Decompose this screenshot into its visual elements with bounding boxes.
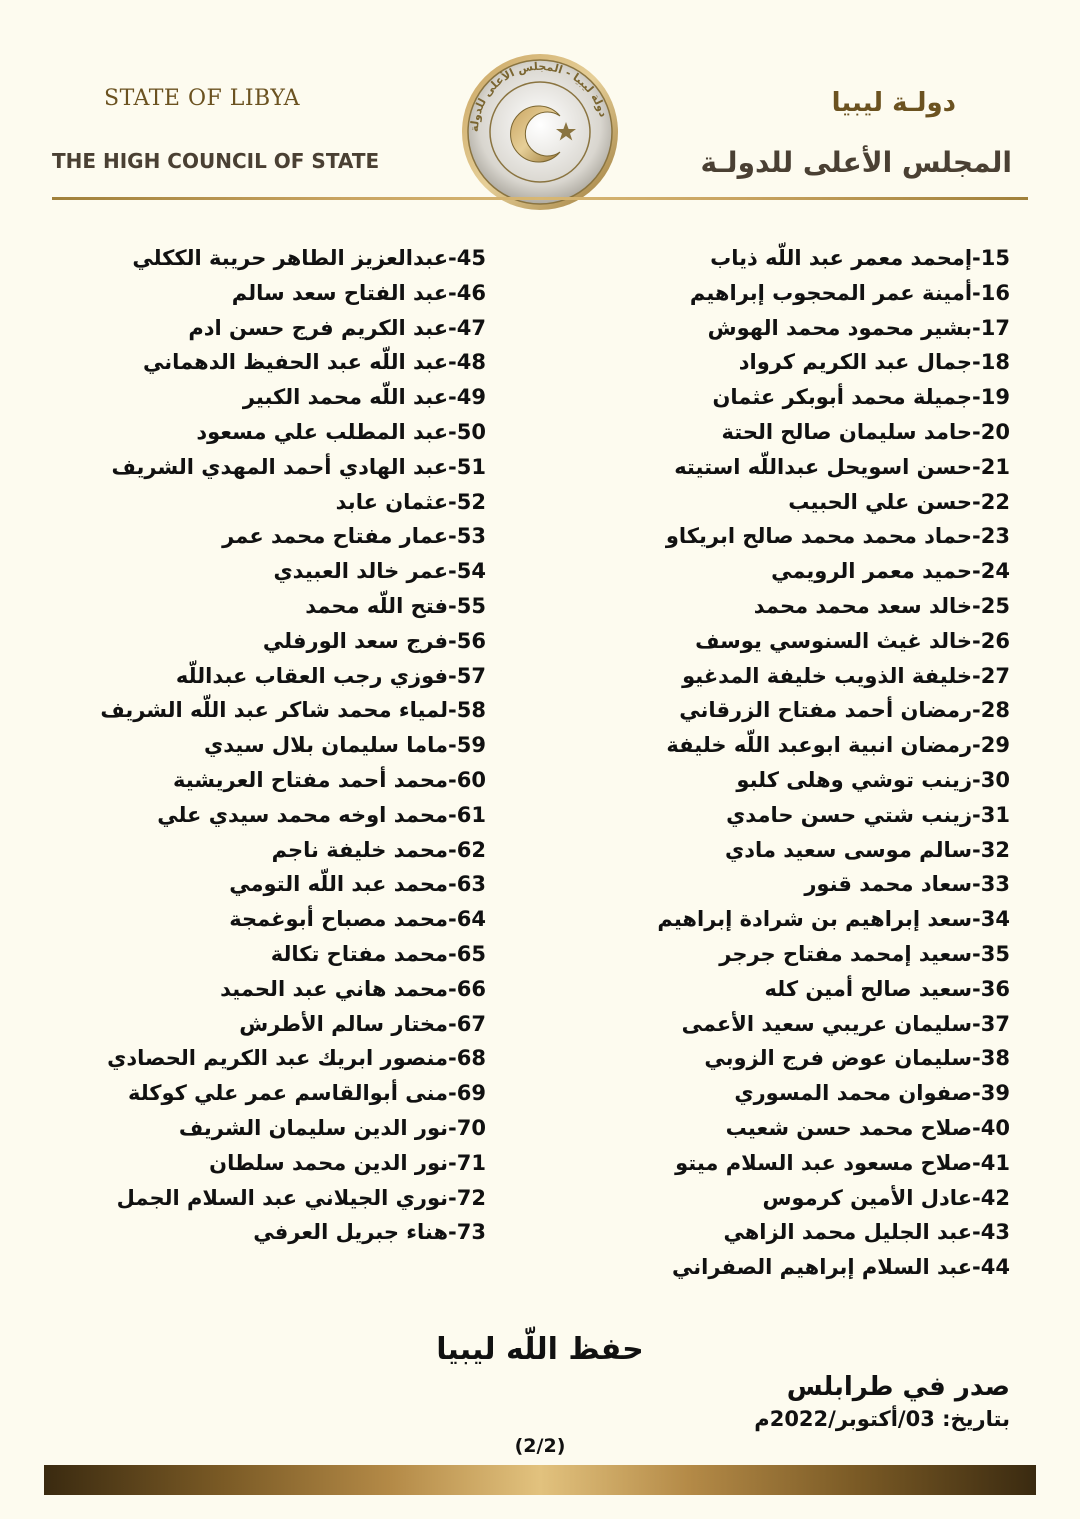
state-name-arabic: دولـة ليبيا [831,88,956,118]
member-name: عبد الجليل محمد الزاهي [723,1220,973,1245]
member-name: أمينة عمر المحجوب إبراهيم [689,280,973,305]
member-name: نور الدين محمد سلطان [209,1150,449,1175]
member-name: منصور ابريك عبد الكريم الحصادي [107,1046,449,1071]
member-name: عبد اللّه عبد الحفيظ الدهماني [143,350,449,375]
member-list-item [590,937,1010,972]
member-name: منى أبوالقاسم عمر علي كوكلة [127,1081,449,1106]
member-name: سليمان عوض فرج الزوبي [704,1046,973,1071]
member-number: 43- [972,1220,1010,1245]
member-number: 44- [972,1255,1010,1280]
member-list-item [590,519,1010,554]
member-number: 65- [448,941,486,966]
member-name: محمد أحمد مفتاح العريشية [172,767,449,792]
member-number: 72- [448,1185,486,1210]
member-number: 54- [448,559,486,584]
member-name: رمضان انبية ابوعبد اللّه خليفة [666,733,973,758]
member-list-item [590,415,1010,450]
member-list-item [26,345,486,380]
member-number: 17- [972,315,1010,340]
member-name: صفوان محمد المسوري [734,1081,973,1106]
member-number: 28- [972,698,1010,723]
member-number: 34- [972,907,1010,932]
footer-bar [44,1465,1036,1495]
member-list-item [590,902,1010,937]
member-name: نوري الجيلاني عبد السلام الجمل [116,1185,449,1210]
member-number: 63- [448,872,486,897]
member-name: مختار سالم الأطرش [239,1011,449,1036]
member-name: عمار مفتاح محمد عمر [222,524,449,549]
member-name: فوزي رجب العقاب عبداللّه [175,663,449,688]
member-list-item [26,902,486,937]
member-list-item [590,554,1010,589]
member-number: 56- [448,628,486,653]
member-list-item [26,241,486,276]
member-list-item [26,1041,486,1076]
member-number: 24- [972,559,1010,584]
member-number: 46- [448,280,486,305]
member-list-item [26,485,486,520]
member-number: 49- [448,385,486,410]
member-number: 51- [448,454,486,479]
member-list-item [590,972,1010,1007]
member-number: 32- [972,837,1010,862]
member-list-item [590,659,1010,694]
member-name: نور الدين سليمان الشريف [178,1115,449,1140]
member-name: خالد سعد محمد محمد [753,593,973,618]
member-list-item [26,589,486,624]
member-name: عبد السلام إبراهيم الصفراني [672,1255,973,1280]
member-name: عمر خالد العبيدي [273,559,449,584]
member-name: محمد مصباح أبوغمجة [229,907,449,932]
member-name: عبد اللّه محمد الكبير [242,385,449,410]
member-number: 70- [448,1115,486,1140]
member-number: 39- [972,1081,1010,1106]
member-number: 61- [448,802,486,827]
member-name: زينب شتي حسن حامدي [726,802,973,827]
member-list-item [26,728,486,763]
member-list-item [590,867,1010,902]
page-number: (2/2) [514,1435,566,1457]
member-list-item [26,276,486,311]
member-name: خالد غيث السنوسي يوسف [695,628,973,653]
member-list-item [590,798,1010,833]
member-list-item [590,311,1010,346]
member-number: 66- [448,976,486,1001]
member-number: 73- [448,1220,486,1245]
member-number: 53- [448,524,486,549]
member-name: صلاح محمد حسن شعيب [725,1115,973,1140]
member-list-item [590,693,1010,728]
member-list-item [590,1146,1010,1181]
member-list-item [590,380,1010,415]
member-name: عثمان عابد [335,489,449,514]
member-name: ماما سليمان بلال سيدي [204,733,449,758]
member-list-item [590,833,1010,868]
member-list-item [26,1076,486,1111]
member-list-item [26,1146,486,1181]
member-list-item [590,1111,1010,1146]
crescent-star-seal-icon [460,52,620,212]
member-number: 30- [972,767,1010,792]
member-number: 35- [972,941,1010,966]
member-name: محمد خليفة ناجم [271,837,449,862]
members-list-left [26,241,486,1250]
member-list-item [590,1076,1010,1111]
member-list-item [590,1215,1010,1250]
member-number: 15- [972,246,1010,270]
member-number: 48- [448,350,486,375]
member-name: فتح اللّه محمد [305,593,449,618]
member-list-item [26,519,486,554]
member-number: 41- [972,1150,1010,1175]
member-name: حميد معمر الرويمي [771,559,973,584]
member-number: 69- [448,1081,486,1106]
member-name: سعاد محمد قنور [804,872,973,897]
member-number: 42- [972,1185,1010,1210]
member-name: جمال عبد الكريم كرواد [738,350,973,375]
member-name: سليمان عريبي سعيد الأعمى [681,1011,973,1036]
member-list-item [26,1181,486,1216]
member-number: 31- [972,802,1010,827]
member-number: 19- [972,385,1010,410]
member-number: 29- [972,733,1010,758]
member-number: 16- [972,280,1010,305]
members-list-right [590,241,1010,1285]
member-list-item [590,1250,1010,1285]
member-list-item [590,241,1010,276]
member-name: محمد مفتاح تكالة [270,941,449,966]
member-list-item [26,1007,486,1042]
member-list-item [26,415,486,450]
member-list-item [590,589,1010,624]
member-name: عبدالعزيز الطاهر حريبة الككلي [132,246,449,270]
member-name: محمد عبد اللّه التومي [229,872,449,897]
member-list-item [590,485,1010,520]
member-name: هناء جبريل العرفي [253,1220,449,1245]
member-number: 37- [972,1011,1010,1036]
member-list-item [26,450,486,485]
member-list-item [590,1041,1010,1076]
member-number: 27- [972,663,1010,688]
member-list-item [26,624,486,659]
member-number: 68- [448,1046,486,1071]
member-number: 57- [448,663,486,688]
member-name: صلاح مسعود عبد السلام ميتو [675,1150,973,1175]
member-name: خليفة الذويب خليفة المدغيو [682,663,973,688]
member-list-item [26,693,486,728]
member-name: لمياء محمد شاكر عبد اللّه الشريف [100,698,449,723]
member-name: جميلة محمد أبوبكر عثمان [712,385,973,410]
member-number: 55- [448,593,486,618]
member-number: 50- [448,419,486,444]
member-number: 58- [448,698,486,723]
member-name: بشير محمود محمد الهوش [707,315,973,340]
issue-date: بتاريخ: 03/أكتوبر/2022م [754,1407,1010,1431]
member-number: 40- [972,1115,1010,1140]
member-name: سعد إبراهيم بن شرادة إبراهيم [657,907,973,932]
member-list-item [26,972,486,1007]
member-number: 22- [972,489,1010,514]
member-list-item [590,276,1010,311]
emblem-seal-text: دولة ليبيا - المجلس الأعلى للدولة [467,59,611,133]
member-name: محمد هاني عبد الحميد [220,976,449,1001]
member-name: إمحمد معمر عبد اللّه ذياب [710,246,973,270]
member-list-item [26,659,486,694]
member-list-item [26,380,486,415]
member-number: 67- [448,1011,486,1036]
member-number: 38- [972,1046,1010,1071]
member-number: 21- [972,454,1010,479]
header-divider [52,197,1028,200]
member-list-item [590,450,1010,485]
member-list-item [590,1007,1010,1042]
member-name: سالم موسى سعيد مادي [725,837,973,862]
member-number: 52- [448,489,486,514]
member-name: محمد اوخه محمد سيدي علي [157,802,449,827]
member-number: 36- [972,976,1010,1001]
member-list-item [26,311,486,346]
member-name: رمضان أحمد مفتاح الزرقاني [679,698,973,723]
member-number: 64- [448,907,486,932]
council-name-arabic: المجلس الأعلى للدولـة [700,146,1012,179]
member-name: زينب توشي وهلى كلبو [736,767,973,792]
member-list-item [590,763,1010,798]
member-name: حامد سليمان صالح الحتة [721,419,973,444]
member-name: عبد المطلب علي مسعود [196,419,449,444]
member-list-item [26,554,486,589]
member-number: 60- [448,767,486,792]
member-name: سعيد إمحمد مفتاح جرجر [719,941,973,966]
council-name-english: THE HIGH COUNCIL OF STATE [52,149,380,173]
member-list-item [26,1215,486,1250]
member-list-item [26,763,486,798]
member-number: 26- [972,628,1010,653]
member-list-item [26,1111,486,1146]
member-number: 23- [972,524,1010,549]
member-name: فرج سعد الورفلي [262,628,449,653]
issued-location: صدر في طرابلس [786,1372,1010,1402]
member-name: عبد الفتاح سعد سالم [231,280,449,305]
member-name: عبد الكريم فرج حسن ادم [188,315,449,340]
member-list-item [26,937,486,972]
state-name-english: STATE OF LIBYA [104,86,301,111]
member-name: سعيد صالح أمين كله [764,976,973,1001]
member-number: 45- [448,246,486,270]
member-number: 25- [972,593,1010,618]
member-list-item [590,345,1010,380]
member-name: عبد الهادي أحمد المهدي الشريف [111,454,449,479]
member-name: حماد محمد محمد صالح ابريكاو [665,524,973,549]
member-number: 71- [448,1150,486,1175]
member-list-item [590,624,1010,659]
member-list-item [26,798,486,833]
member-number: 47- [448,315,486,340]
member-number: 62- [448,837,486,862]
member-number: 18- [972,350,1010,375]
member-number: 20- [972,419,1010,444]
member-name: حسن علي الحبيب [788,489,973,514]
member-list-item [26,833,486,868]
member-list-item [590,728,1010,763]
member-number: 33- [972,872,1010,897]
member-name: حسن اسويحل عبداللّه استيته [674,454,973,479]
member-name: عادل الأمين كرموس [762,1185,973,1210]
member-list-item [590,1181,1010,1216]
member-list-item [26,867,486,902]
member-number: 59- [448,733,486,758]
closing-phrase: حفظ اللّه ليبيا [436,1332,644,1367]
